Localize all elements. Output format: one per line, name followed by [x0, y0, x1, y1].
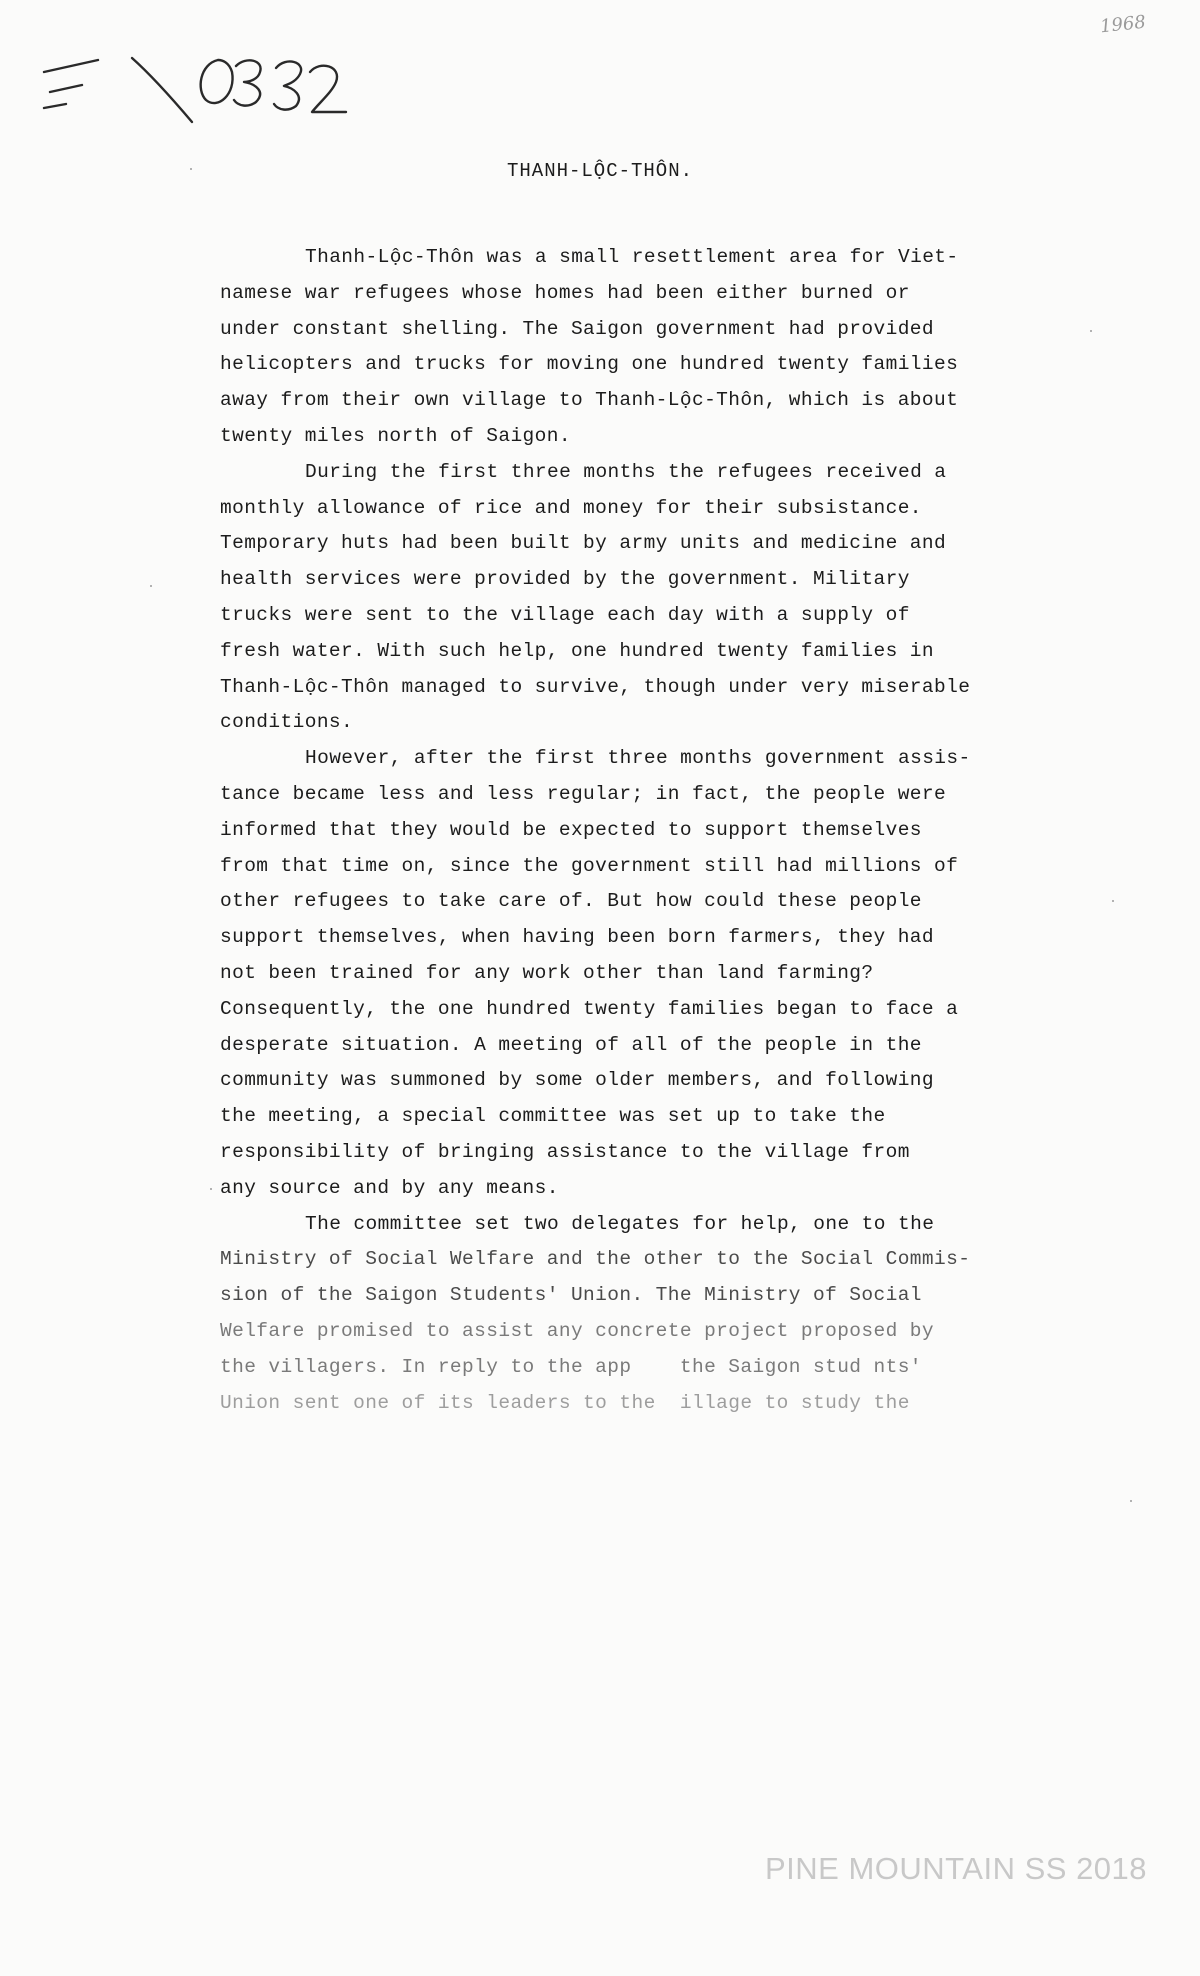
text-line: Ministry of Social Welfare and the other to the Social Commis-: [220, 1248, 971, 1271]
scan-speck: [1112, 900, 1114, 902]
handwritten-file-number: [40, 30, 360, 140]
text-line: namese war refugees whose homes had been either burned or: [220, 281, 910, 304]
text-line: However, after the first three months government assis-: [305, 747, 971, 770]
text-line: monthly allowance of rice and money for their subsistance.: [220, 496, 922, 519]
text-line: the meeting, a special committee was set up to take the: [220, 1105, 886, 1128]
text-line: The committee set two delegates for help, one to the: [305, 1212, 935, 1235]
text-line: conditions.: [220, 711, 354, 734]
text-line: desperate situation. A meeting of all of the people in the: [220, 1033, 922, 1056]
paragraph-1: [220, 240, 1140, 455]
text-line: helicopters and trucks for moving one hundred twenty families: [220, 353, 959, 376]
text-line: any source and by any means.: [220, 1176, 559, 1199]
text-line: informed that they would be expected to support themselves: [220, 818, 922, 841]
scan-speck: [1090, 330, 1092, 332]
text-line: under constant shelling. The Saigon government had provided: [220, 317, 935, 340]
text-line: away from their own village to Thanh-Lộc-Thôn, which is about: [220, 389, 959, 412]
document-body: [220, 240, 1140, 1421]
document-title: THANH-LỘC-THÔN.: [506, 160, 694, 182]
text-line: Temporary huts had been built by army units and medicine and: [220, 532, 947, 555]
text-line: Thanh-Lộc-Thôn managed to survive, though under very miserable: [220, 675, 971, 698]
text-line: Thanh-Lộc-Thôn was a small resettlement area for Viet-: [305, 246, 959, 268]
scan-speck: [1130, 1500, 1132, 1502]
text-line: Welfare promised to assist any concrete project proposed by: [220, 1319, 935, 1342]
paragraph-4: [220, 1207, 1140, 1422]
text-line: trucks were sent to the village each day with a supply of: [220, 603, 910, 626]
paragraph-2: [220, 455, 1140, 741]
paragraph-3: [220, 741, 1140, 1206]
text-line: tance became less and less regular; in fact, the people were: [220, 782, 947, 805]
scan-speck: [210, 1188, 212, 1190]
text-line: responsibility of bringing assistance to the village from: [220, 1140, 910, 1163]
scan-speck: [150, 585, 152, 587]
text-line: community was summoned by some older members, and following: [220, 1069, 935, 1092]
text-line: sion of the Saigon Students' Union. The Ministry of Social: [220, 1284, 922, 1307]
text-line: not been trained for any work other than land farming?: [220, 961, 874, 984]
text-line: During the first three months the refugees received a: [305, 460, 947, 483]
scan-speck: [190, 168, 192, 170]
text-line: Consequently, the one hundred twenty families began to face a: [220, 997, 959, 1020]
text-line: from that time on, since the government still had millions of: [220, 854, 959, 877]
text-line: fresh water. With such help, one hundred twenty families in: [220, 639, 935, 662]
text-line: support themselves, when having been born farmers, they had: [220, 926, 935, 949]
text-line: Union sent one of its leaders to the illage to study the: [220, 1391, 910, 1414]
text-line: the villagers. In reply to the app the Saigon stud nts': [220, 1355, 922, 1378]
text-line: health services were provided by the government. Military: [220, 568, 910, 591]
margin-year-note: 1968: [1099, 11, 1147, 38]
watermark: PINE MOUNTAIN SS 2018: [765, 1851, 1148, 1886]
text-line: other refugees to take care of. But how could these people: [220, 890, 922, 913]
text-line: twenty miles north of Saigon.: [220, 424, 571, 447]
